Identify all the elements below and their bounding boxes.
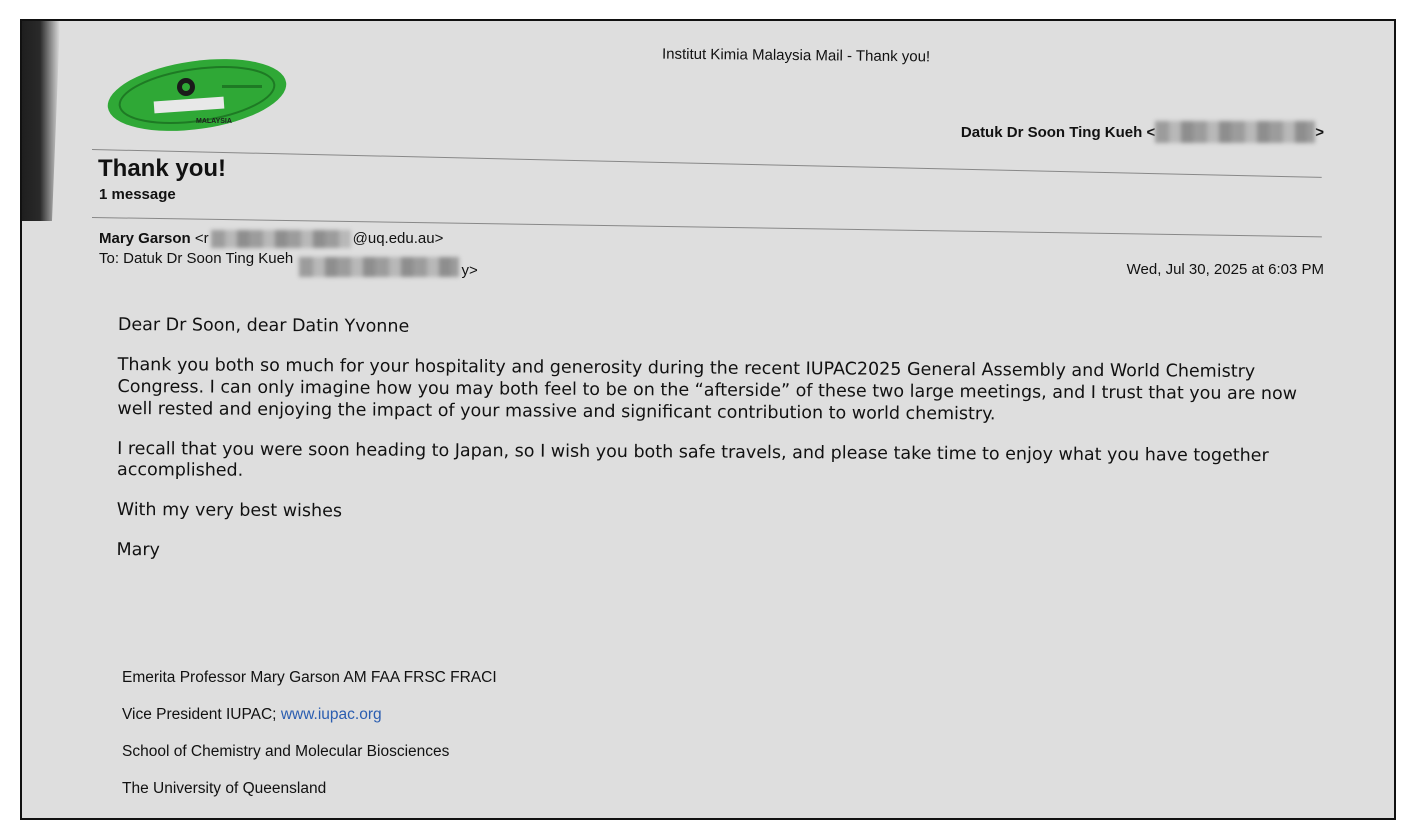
signature-role-text: Vice President IUPAC; (122, 706, 277, 723)
account-name: Datuk Dr Soon Ting Kueh (960, 123, 1143, 141)
sender-name: Mary Garson (99, 230, 191, 247)
iupac-link[interactable]: www.iupac.org (280, 706, 382, 723)
logo-text: MALAYSIA (196, 118, 232, 125)
account-header (961, 121, 1324, 143)
window-title: Institut Kimia Malaysia Mail - Thank you! (661, 45, 931, 66)
sender-email-tail: @uq.edu.au> (352, 230, 444, 247)
signature-university: The University of Queensland (122, 780, 327, 797)
ikm-logo (104, 49, 290, 131)
body-signoff-name: Mary (116, 540, 160, 561)
signature-school: School of Chemistry and Molecular Biosciences (122, 743, 450, 760)
recipient-email-tail: y> (461, 261, 478, 279)
sender-email-open: <r (194, 230, 209, 247)
page-edge-shadow (20, 21, 60, 221)
body-paragraph-1: Thank you both so much for your hospitality and generosity during the recent IUPAC2025 General Assembly and World Chemistry Congress. I can only imagine how you may both feel to be on the “afterside” of these two large meetings, and I trust that you are now well rested and enjoying the impact of your massive and significant contribution to world chemistry. (117, 354, 1298, 424)
account-email-close: > (1315, 123, 1324, 141)
thread-subject: Thank you! (98, 155, 227, 182)
email-printout (20, 19, 1396, 820)
message-to (99, 249, 478, 279)
signature-role (122, 706, 497, 743)
message-count: 1 message (99, 186, 176, 203)
redacted-recipient-email (299, 257, 459, 277)
body-closing: With my very best wishes (116, 500, 343, 522)
recipient-label: To: Datuk Dr Soon Ting Kueh (99, 249, 294, 267)
header-divider (92, 149, 1322, 178)
message-body (116, 315, 1298, 587)
redacted-sender-email (211, 230, 351, 248)
body-paragraph-2: I recall that you were soon heading to Japan, so I wish you both safe travels, and please take time to enjoy what you have together accomplished. (116, 438, 1269, 482)
account-email-open: < (1146, 123, 1156, 141)
message-from (99, 230, 443, 248)
signature-title: Emerita Professor Mary Garson AM FAA FRSC FRACI (122, 669, 497, 686)
body-greeting: Dear Dr Soon, dear Datin Yvonne (117, 315, 410, 337)
message-date: Wed, Jul 30, 2025 at 6:03 PM (1126, 261, 1324, 278)
email-signature (122, 669, 497, 817)
redacted-email (1155, 121, 1315, 143)
